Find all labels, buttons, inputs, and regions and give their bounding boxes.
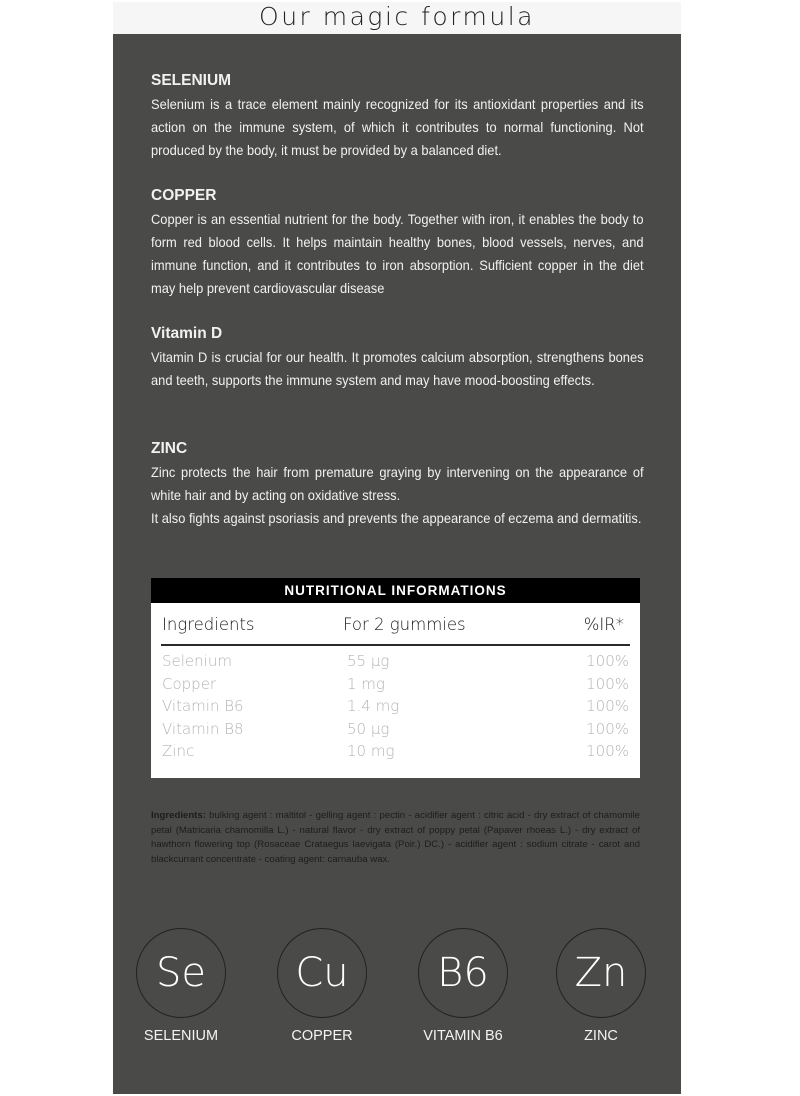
table-row (151, 720, 640, 743)
element-label: ZINC (584, 1028, 618, 1044)
row-ingredient: Vitamin B6 (162, 697, 244, 715)
row-ingredient: Vitamin B8 (162, 719, 244, 738)
nutrition-table-title: NUTRITIONAL INFORMATIONS (151, 578, 640, 603)
table-row (151, 675, 640, 698)
content-panel (113, 34, 681, 1094)
element-zinc (556, 928, 646, 1044)
element-copper (277, 928, 367, 1044)
table-row (151, 742, 640, 765)
element-selenium (136, 928, 226, 1044)
section-selenium (151, 70, 644, 162)
section-heading: ZINC (151, 440, 188, 457)
page-title: Our magic formula (259, 2, 535, 31)
section-text: Selenium is a trace element mainly recognized for its antioxidant properties and its action on the immune system, of which it contributes to normal functioning. Not produced by the body, it must be provided by a balanced diet. (151, 96, 644, 158)
element-vitamin-b6 (418, 928, 508, 1044)
nutrition-rows (151, 652, 640, 765)
ingredients-label: Ingredients: (151, 810, 206, 821)
row-amount: 1 mg (347, 674, 385, 693)
row-ingredient: Copper (162, 674, 217, 693)
column-header-ir: %IR* (583, 615, 624, 634)
element-symbol-circle: Cu (277, 928, 367, 1018)
section-zinc (151, 438, 644, 530)
column-header-ingredients: Ingredients (162, 615, 255, 634)
nutrition-table (151, 578, 640, 778)
element-label: COPPER (291, 1028, 353, 1044)
table-row (151, 697, 640, 720)
row-ir: 100% (586, 674, 629, 693)
ingredients-list (151, 809, 640, 867)
section-heading: COPPER (151, 187, 217, 204)
element-label: VITAMIN B6 (423, 1028, 503, 1044)
row-amount: 55 µg (347, 652, 390, 670)
element-symbol-circle: Se (136, 928, 226, 1018)
section-heading: SELENIUM (151, 72, 232, 89)
section-text: Copper is an essential nutrient for the body. Together with iron, it enables the body to form red blood cells. It helps maintain healthy bones, blood vessels, nerves, and immune function, and it contributes to iron absorption. Sufficient copper in the diet may help prevent cardiovascular disease (151, 211, 644, 296)
section-text: Vitamin D is crucial for our health. It promotes calcium absorption, strengthens bones and teeth, supports the immune system and may have mood-boosting effects. (151, 349, 644, 388)
table-row (151, 652, 640, 675)
title-bar (113, 2, 681, 34)
row-amount: 50 µg (347, 719, 390, 738)
column-header-amount: For 2 gummies (343, 615, 466, 634)
element-symbol-circle: Zn (556, 928, 646, 1018)
row-amount: 1.4 mg (347, 697, 400, 715)
element-symbol-circle: B6 (418, 928, 508, 1018)
row-ir: 100% (586, 697, 629, 715)
row-ir: 100% (586, 652, 629, 670)
row-ir: 100% (586, 742, 629, 760)
row-ir: 100% (586, 719, 629, 738)
row-ingredient: Selenium (162, 652, 232, 670)
section-copper (151, 185, 644, 300)
row-amount: 10 mg (347, 742, 395, 760)
section-heading: Vitamin D (151, 325, 223, 342)
section-text: Zinc protects the hair from premature graying by intervening on the appearance of white hair and by acting on oxidative stress. (151, 464, 644, 503)
element-label: SELENIUM (143, 1028, 219, 1044)
section-text-continued: It also fights against psoriasis and prevents the appearance of eczema and dermatitis. (151, 510, 642, 526)
section-vitamin-d (151, 323, 644, 392)
ingredients-text: bulking agent : maltitol - gelling agent : pectin - acidifier agent : citric acid - dry extract of chamomile petal (Matricaria chamomilla L.) - natural flavor - dry extract of poppy petal (Papaver rhoeas L.) - dry extract of hawthorn flowering top (Rosaceae Crataegus laevigata (Poir.) DC.) - acidifier agent : sodium citrate - carot and blackcurrant concentrate - coating agent: carnauba wax. (151, 810, 640, 865)
row-ingredient: Zinc (162, 742, 195, 760)
header-divider (161, 644, 630, 646)
